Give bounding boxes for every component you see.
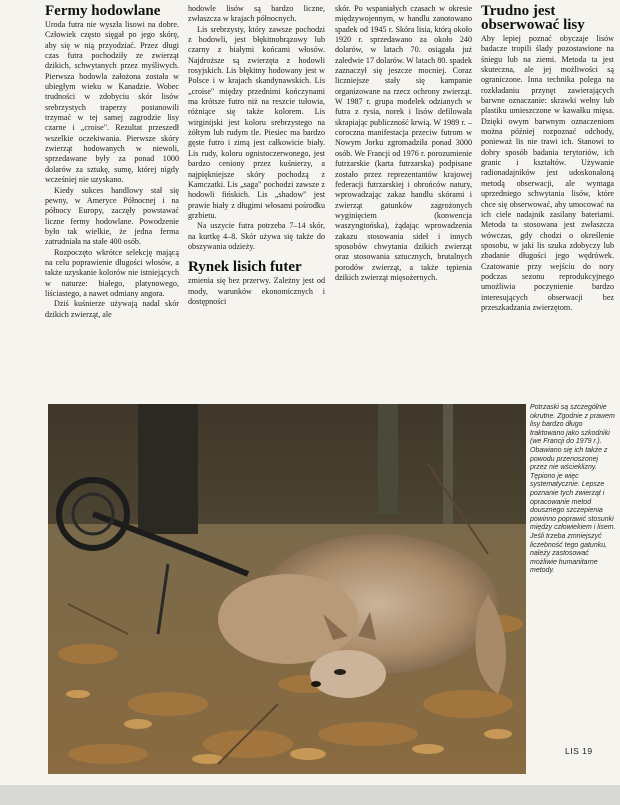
- page-number: LIS 19: [565, 746, 593, 756]
- photo-fox-in-trap: [48, 404, 526, 774]
- paragraph: Kiedy sukces handlowy stał się pewny, w Ameryce Północnej i na północy Europy, zaczęły powstawać liczne fermy hodowlane. Powodzenie było tak wielkie, że jedna ferma zatrudniała na stałe 400 osób.: [45, 185, 179, 247]
- paragraph: Na uszycie futra potrzeba 7–14 skór, na kurtkę 4–8. Skór używa się także do obszywania odzieży.: [188, 221, 325, 251]
- paragraph: Rozpoczęto wkrótce selekcję mającą na celu poprawienie długości włosów, a także uzyskanie kolorów nie istniejących w naturze: białego, platynowego, liściastego, a nawet odmiany angora.: [45, 247, 179, 298]
- paragraph: Dziś kuśnierze używają nadal skór dzikich zwierząt, ale: [45, 299, 179, 319]
- paragraph: Lis srebrzysty, który zawsze pochodzi z hodowli, jest błękitnobrązowy lub czarny z białymi końcami włosów. Najdroższe są zwierzęta z hodowli rosyjskich. Lis błękitny hodowany jest w Polsce i w krajach skandynawskich. Lis „croise" między przednimi kończynami ma krótsze futro niż na reszcie tułowia, różniące się także kolorem. Lis wirginijski jest koloru srebrzystego na żółtym lub rudym tle. Piesiec ma bardzo gęste futro i zimą jest całkowicie biały. Lis rudy, koloru ognistoczerwonego, jest bardzo ceniony przez kuśnierzy, a najpiękniejsze skóry pochodzą z Kamczatki. Lis „saga" pochodzi zawsze z hodowli fińskich. Lis „shadow" jest prawie biały z długimi włosami pośrodku grzbietu.: [188, 24, 325, 220]
- heading-fermy-hodowlane: Fermy hodowlane: [45, 4, 161, 19]
- paragraph: Uroda futra nie wyszła lisowi na dobre. Człowiek często sięgał po jego skórę, aby się w nią przyodziać. Przez długi czas futra pochodziły ze zwierząt dzikich, schwytanych przez myśliwych. Pierwsza hodowla założona została w ubiegłym wieku w Kanadzie. Wobec trudności w zdobyciu skór lisów srebrzystych traperzy postanowili trzymać w tej samej zagrodzie lisy czarne i „croise". Rezultat przeszedł wszelkie oczekiwania. Pierwsze skóry zwierząt hodowanych w niewoli, sprzedawane były za ponad 1000 dolarów za sztukę, sumę, której nigdy wcześniej nie uzyskano.: [45, 20, 179, 185]
- paragraph: hodowle lisów są bardzo liczne, zwłaszcza w krajach północnych.: [188, 4, 325, 24]
- column-2: [188, 4, 325, 396]
- fox-trap-illustration: [48, 404, 526, 774]
- photo-caption: Potrzaski są szczególnie okrutne. Zgodnie z prawem lisy bardzo długo traktowano jako szkodniki (we Francji do 1979 r.). Obawiano się ich także z powodu przenoszonej przez nie wścieklizny. Tępiono je więc systematycznie. Lepsze poznanie tych zwierząt i opracowanie metod dousznego szczepienia powinno poprawić stosunki między człowiekiem i lisem. Jeśli trzeba zmniejszyć liczebność tego gatunku, należy zastosować możliwie humanitarne metody.: [530, 404, 616, 575]
- paragraph: Aby lepiej poznać obyczaje lisów badacze tropili ślady pozostawione na śniegu lub na ziemi. Metoda ta jest skuteczna, ale jej możliwości są ograniczone. Inna technika polega na rozkładaniu przynęt zawierających barwne oznaczanie: skrawki wełny lub plastiku umieszczone w kawałku mięsa. Dzięki owym barwnym oznaczeniom można później rozpoznać odchody, ponieważ lis nie trawi ich. Stanowi to dobry sposób badania terytoriów, ich granic i kształtów. Używanie radionadajników jest udoskonaloną metodą obserwacji, ale wymaga uprzedniego schwytania lisów, które chce się obserwować, aby umocować na ich ciele nadajnik zasilany bateriami. Metoda ta stosowana jest zwłaszcza wówczas, gdy chodzi o określenie sposobu, w jaki lis szuka zdobyczy lub zbadanie długości jego wędrówek. Czatowanie przy wejściu do nory podczas sezonu reprodukcyjnego umożliwia poczynienie bardzo interesujących obserwacji bez przeszkadzania zwierzętom.: [481, 34, 614, 312]
- heading-rynek-lisich-futer: Rynek lisich futer: [188, 259, 302, 276]
- paragraph: skór. Po wspaniałych czasach w okresie międzywojennym, w handlu zanotowano spadek od 1945 r. Skóra lisia, którą około 1920 r. sprzedawano za około 240 dolarów, w latach 70. osiągała już zaledwie 17 dolarów. W latach 80. spadek zaznaczył się jeszcze mocniej. Coraz liczniejsze stały się kampanie organizowane na rzecz ochrony zwierząt. W 1987 r. grupa modelek odzianych w futra z rysia, norek i lisów defilowała skrapiając publiczność krwią. W 1989 r. – coroczna manifestacja przeciw futrom w Nowym Jorku zgromadziła ponad 3000 osób. We Francji od 1976 r. porozumienie futrzarskie (karta futrzarska) podpisane zostało przez reprezentantów krajowej federacji futrzarskiej i obrońców natury, wprowadzając zakaz handlu skórami i zwierząt gatunków zagrożonych wyginięciem (konwencja waszyngtońska), żądając wprowadzenia zakazu stosowania sideł i innych sposobów chwytania dzikich zwierząt oraz stosowania sztucznych, brutalnych porodów zwierząt, a także tępienia dzikich zwierząt mięsożernych.: [335, 4, 472, 282]
- column-1: [45, 4, 179, 392]
- paragraph: zmienia się bez przerwy. Zależny jest od mody, warunków ekonomicznych i dostępności: [188, 276, 325, 306]
- heading-trudno-jest-obserwowac-lisy: Trudno jest obserwować lisy: [481, 4, 585, 33]
- column-4: [481, 4, 614, 404]
- column-3: [335, 4, 472, 396]
- scan-bottom-margin: [0, 785, 620, 805]
